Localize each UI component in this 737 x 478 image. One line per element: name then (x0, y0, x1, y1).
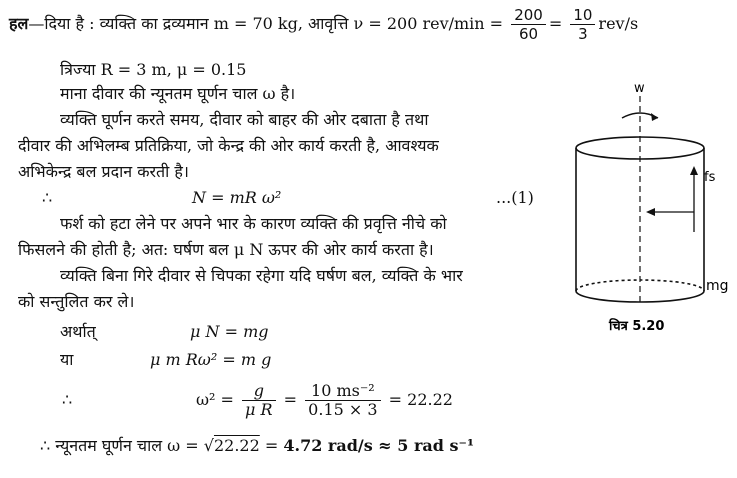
para1-line1: व्यक्ति घूर्णन करते समय, दीवार को बाहर की ओर दबाता है तथा (60, 110, 429, 129)
para2-line1: फर्श को हटा लेने पर अपने भार के कारण व्यक्ति की प्रवृत्ति नीचे को (60, 214, 447, 233)
freq-equals: = (548, 14, 563, 33)
arthat-label: अर्थात् (60, 322, 96, 341)
ya-label: या (60, 350, 74, 369)
assume-line: माना दीवार की न्यूनतम घूर्णन चाल ω है। (60, 84, 296, 103)
equation-3: μ m Rω² = m g (150, 350, 272, 369)
equals-sign: = (283, 390, 298, 409)
omega-squared-label: ω² = (196, 390, 234, 409)
numeric-fraction-den: 0.15 × 3 (308, 400, 378, 419)
final-radicand: 22.22 (213, 436, 260, 455)
normal-force-arrowhead (646, 208, 655, 216)
label-w: w (634, 81, 645, 96)
radius-line: त्रिज्या R = 3 m, μ = 0.15 (60, 60, 247, 79)
final-equals: = (259, 436, 284, 455)
figure-caption: चित्र 5.20 (609, 319, 665, 334)
final-prefix: ∴ न्यूनतम घूर्णन चाल ω = √ (40, 436, 214, 455)
freq-fraction-num: 200 (511, 6, 546, 25)
result-value: = 22.22 (388, 390, 453, 409)
equation-1-number: ...(1) (496, 188, 534, 207)
g-over-muR-num: g (242, 382, 276, 401)
therefore-symbol-2: ∴ (62, 390, 73, 409)
freq-fraction-den: 60 (518, 25, 539, 43)
equation-2: μ N = mg (190, 322, 269, 341)
freq-fraction-2-num: 10 (570, 6, 595, 25)
label-mg: mg (706, 278, 729, 294)
para1-line3: अभिकेन्द्र बल प्रदान करती है। (18, 162, 189, 181)
solution-label: हल (9, 14, 29, 33)
equation-1: N = mR ω² (192, 188, 282, 207)
para3-line2: को सन्तुलित कर ले। (18, 292, 135, 311)
freq-fraction-2-den: 3 (578, 25, 588, 43)
numeric-fraction-num: 10 ms⁻² (305, 382, 380, 401)
final-answer: 4.72 rad/s ≈ 5 rad s⁻¹ (283, 436, 474, 455)
para1-line2: दीवार की अभिलम्ब प्रतिक्रिया, जो केन्द्र की ओर कार्य करती है, आवश्यक (18, 136, 439, 155)
g-over-muR-den: μ R (245, 400, 273, 419)
cylinder-drawing (576, 96, 704, 303)
para3-line1: व्यक्ति बिना गिरे दीवार से चिपका रहेगा यदि घर्षण बल, व्यक्ति के भार (60, 266, 463, 285)
freq-unit: rev/s (598, 14, 639, 33)
friction-force-arrowhead (690, 166, 698, 175)
therefore-symbol-1: ∴ (42, 188, 53, 207)
label-fs: fs (704, 170, 716, 185)
para2-line2: फिसलने की होती है; अत: घर्षण बल μ N ऊपर की ओर कार्य करता है। (18, 240, 434, 259)
given-text: —दिया है : व्यक्ति का द्रव्यमान m = 70 kg, आवृत्ति ν = 200 rev/min = (28, 14, 504, 33)
